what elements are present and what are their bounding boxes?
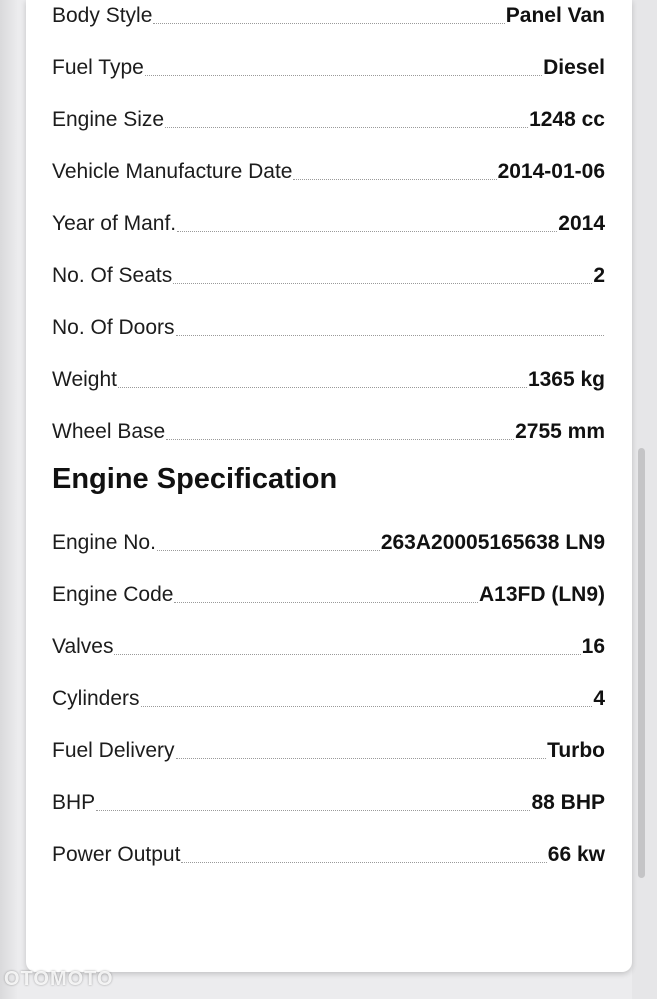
spec-label: Engine Code [52,583,174,606]
spec-row-weight [52,368,605,392]
spec-value: 66 kw [547,843,605,866]
spec-row-body-style [52,4,605,28]
spec-row-engine-size [52,108,605,132]
dotted-leader [176,758,547,759]
dotted-leader [96,810,530,811]
spec-label: Wheel Base [52,420,166,443]
dotted-leader [293,179,496,180]
spec-value: 16 [581,635,605,658]
spec-row-engine-no [52,531,605,555]
spec-value: Turbo [547,739,605,762]
spec-label: Cylinders [52,687,140,710]
spec-value: A13FD (LN9) [478,583,605,606]
otomoto-watermark: OTOMOTO [4,968,114,990]
spec-row-fuel-type [52,56,605,80]
spec-row-cylinders [52,687,605,711]
spec-label: Body Style [52,4,153,27]
spec-label: Weight [52,368,117,391]
spec-label: Fuel Type [52,56,144,79]
dotted-leader [153,23,504,24]
spec-row-fuel-delivery [52,739,605,763]
spec-value: 263A20005165638 LN9 [380,531,605,554]
dotted-leader [165,127,528,128]
spec-row-engine-code [52,583,605,607]
spec-value: Panel Van [505,4,605,27]
spec-label: Fuel Delivery [52,739,175,762]
spec-value: 1365 kg [527,368,605,391]
spec-value: 1248 cc [529,108,605,131]
spec-label: Engine Size [52,108,165,131]
dotted-leader [145,75,542,76]
spec-row-doors [52,316,605,340]
spec-label: Power Output [52,843,181,866]
spec-label: No. Of Seats [52,264,173,287]
scrollbar-thumb[interactable] [638,448,645,878]
spec-label: Vehicle Manufacture Date [52,160,293,183]
spec-value: 2014-01-06 [497,160,605,183]
dotted-leader [181,862,546,863]
spec-row-manufacture-date [52,160,605,184]
spec-value: 88 BHP [531,791,605,814]
spec-label: No. Of Doors [52,316,175,339]
spec-row-seats [52,264,605,288]
dotted-leader [177,231,557,232]
dotted-leader [173,283,592,284]
spec-value: Diesel [543,56,605,79]
dotted-leader [157,550,380,551]
spec-row-power-output [52,843,605,867]
dotted-leader [114,654,580,655]
spec-row-year-of-manf [52,212,605,236]
spec-value: 4 [593,687,605,710]
spec-value: 2 [593,264,605,287]
spec-label: BHP [52,791,96,814]
spec-label: Engine No. [52,531,156,554]
spec-row-valves [52,635,605,659]
spec-label: Valves [52,635,114,658]
dotted-leader [174,602,478,603]
spec-row-bhp [52,791,605,815]
spec-label: Year of Manf. [52,212,177,235]
spec-value: 2755 mm [515,420,605,443]
dotted-leader [118,387,527,388]
spec-row-wheel-base [52,420,605,444]
dotted-leader [176,335,604,336]
dotted-leader [141,706,593,707]
dotted-leader [166,439,514,440]
spec-value: 2014 [558,212,605,235]
section-title-engine-specification: Engine Specification [52,463,338,495]
